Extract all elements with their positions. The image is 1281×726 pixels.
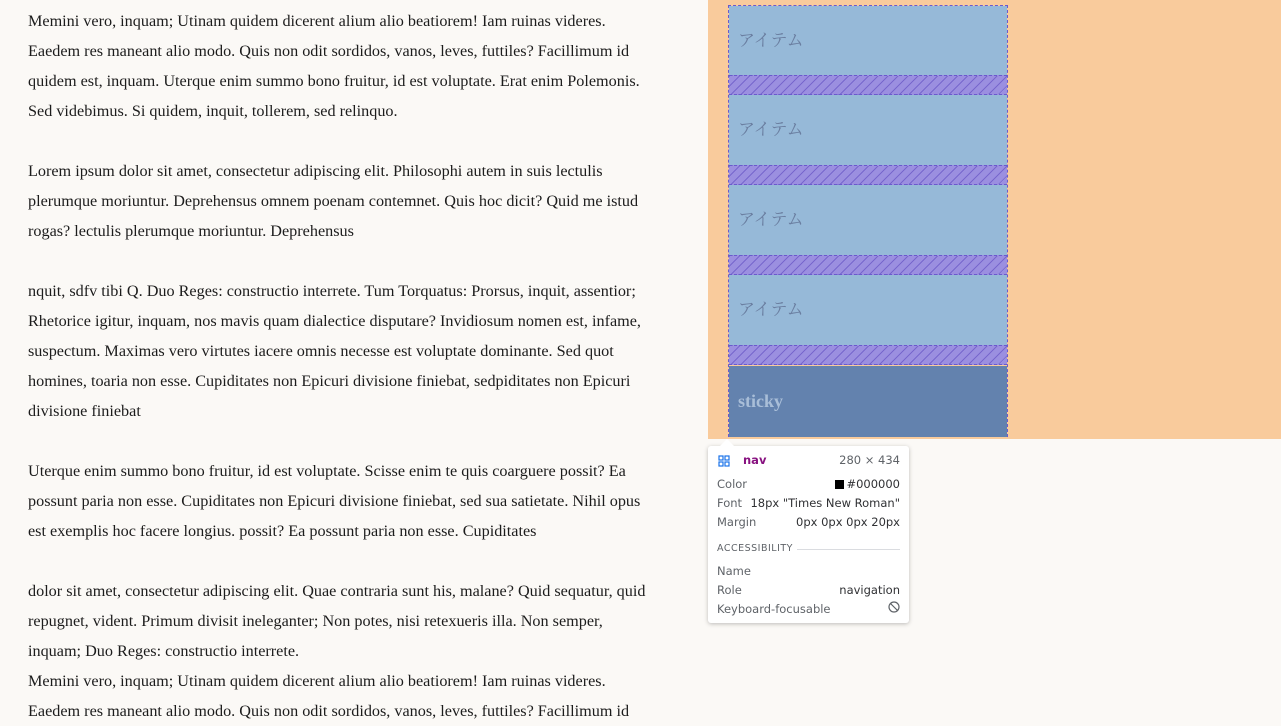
color-swatch	[835, 480, 844, 489]
accessibility-section	[717, 543, 900, 557]
text-line: Eaedem res maneant alio modo. Quis non odit sordidos, vanos, leves, futtiles? Facillimum id	[28, 702, 630, 720]
text-line: Eaedem res maneant alio modo. Quis non odit sordidos, vanos, leves, futtiles? Facillimum id	[28, 42, 630, 60]
text-line: inquam; Duo Reges: constructio interrete.	[28, 642, 300, 660]
sticky-element: sticky	[729, 366, 1007, 437]
text-line: divisione finiebat	[28, 402, 141, 420]
nav-item[interactable]: アイテム	[729, 95, 1007, 165]
name-label: Name	[717, 564, 751, 578]
text-line: quidem est, inquam. Uterque enim summo bono fruitur, id est voluptate. Erat enim Polemonis.	[28, 72, 640, 90]
name-row	[717, 562, 900, 580]
text-line: possunt paria non esse. Cupiditates non Epicuri divisione finiebat, sed sua satietate. Nihil opus	[28, 492, 641, 510]
color-label: Color	[717, 477, 748, 491]
nav-item[interactable]: アイテム	[729, 275, 1007, 345]
text-line: repugnet, vident. Primum divisit ineleganter; Non potes, nisi retexueris illa. Non semper,	[28, 612, 603, 630]
text-line: Memini vero, inquam; Utinam quidem dicerent alium alio beatiorem! Iam ruinas videres.	[28, 12, 606, 30]
text-line: plerumque moriuntur. Deprehensus omnem poenam contemnet. Quis hoc dicit? Quid me istud	[28, 192, 639, 210]
article-content	[28, 6, 718, 726]
element-tag: nav	[743, 453, 767, 467]
not-allowed-icon	[888, 601, 900, 613]
gap-highlight	[729, 75, 1007, 95]
paragraph-1	[28, 6, 718, 126]
text-line: Memini vero, inquam; Utinam quidem dicerent alium alio beatiorem! Iam ruinas videres.	[28, 672, 606, 690]
text-line: nquit, sdfv tibi Q. Duo Reges: constructio interrete. Tum Torquatus: Prorsus, inquit, assentior;	[28, 282, 636, 300]
gap-highlight	[729, 165, 1007, 185]
font-label: Font	[717, 496, 743, 510]
role-value: navigation	[839, 583, 900, 597]
text-line: suspectum. Maximas vero virtutes iacere omnis necesse est voluptate dominante. Sed quot	[28, 342, 614, 360]
keyboard-row	[717, 600, 900, 618]
nav-item[interactable]: アイテム	[729, 185, 1007, 255]
margin-row	[717, 513, 900, 531]
section-divider	[797, 549, 900, 550]
margin-label: Margin	[717, 515, 757, 529]
text-line: Uterque enim summo bono fruitur, id est voluptate. Scisse enim te quis coarguere possit? Ea	[28, 462, 626, 480]
accessibility-heading: ACCESSIBILITY	[717, 543, 793, 554]
keyboard-label: Keyboard-focusable	[717, 602, 831, 616]
color-row	[717, 475, 900, 493]
paragraph-3	[28, 276, 718, 426]
font-value: 18px "Times New Roman"	[750, 496, 900, 510]
role-row	[717, 581, 900, 599]
inspector-tooltip	[708, 446, 909, 623]
text-line: homines, toaria non esse. Cupiditates non Epicuri divisione finiebat, sedpiditates non Epicuri	[28, 372, 631, 390]
text-line: Rhetorice igitur, inquam, nos mavis quam dialectice disputare? Invidiosum nomen est, infame,	[28, 312, 641, 330]
font-row	[717, 494, 900, 512]
paragraph-5	[28, 576, 718, 726]
element-dimensions: 280 × 434	[839, 453, 900, 467]
nav-item[interactable]: アイテム	[729, 6, 1007, 76]
nav-highlight	[728, 5, 1008, 437]
text-line: rogas? lectulis plerumque moriuntur. Deprehensus	[28, 222, 354, 240]
text-line: dolor sit amet, consectetur adipiscing elit. Quae contraria sunt his, malane? Quid sequatur, quid	[28, 582, 646, 600]
gap-highlight	[729, 255, 1007, 275]
grid-icon	[718, 455, 730, 467]
paragraph-2	[28, 156, 718, 246]
margin-value: 0px 0px 0px 20px	[796, 515, 900, 529]
text-line: Sed videbimus. Si quidem, inquit, tollerem, sed relinquo.	[28, 102, 398, 120]
text-line: est exemplis hoc facere longius. possit? Ea possunt paria non esse. Cupiditates	[28, 522, 537, 540]
gap-highlight	[729, 345, 1007, 365]
color-value-wrap	[835, 475, 900, 493]
color-value: #000000	[846, 477, 900, 491]
role-label: Role	[717, 583, 742, 597]
text-line: Lorem ipsum dolor sit amet, consectetur adipiscing elit. Philosophi autem in suis lectulis	[28, 162, 603, 180]
paragraph-4	[28, 456, 718, 546]
